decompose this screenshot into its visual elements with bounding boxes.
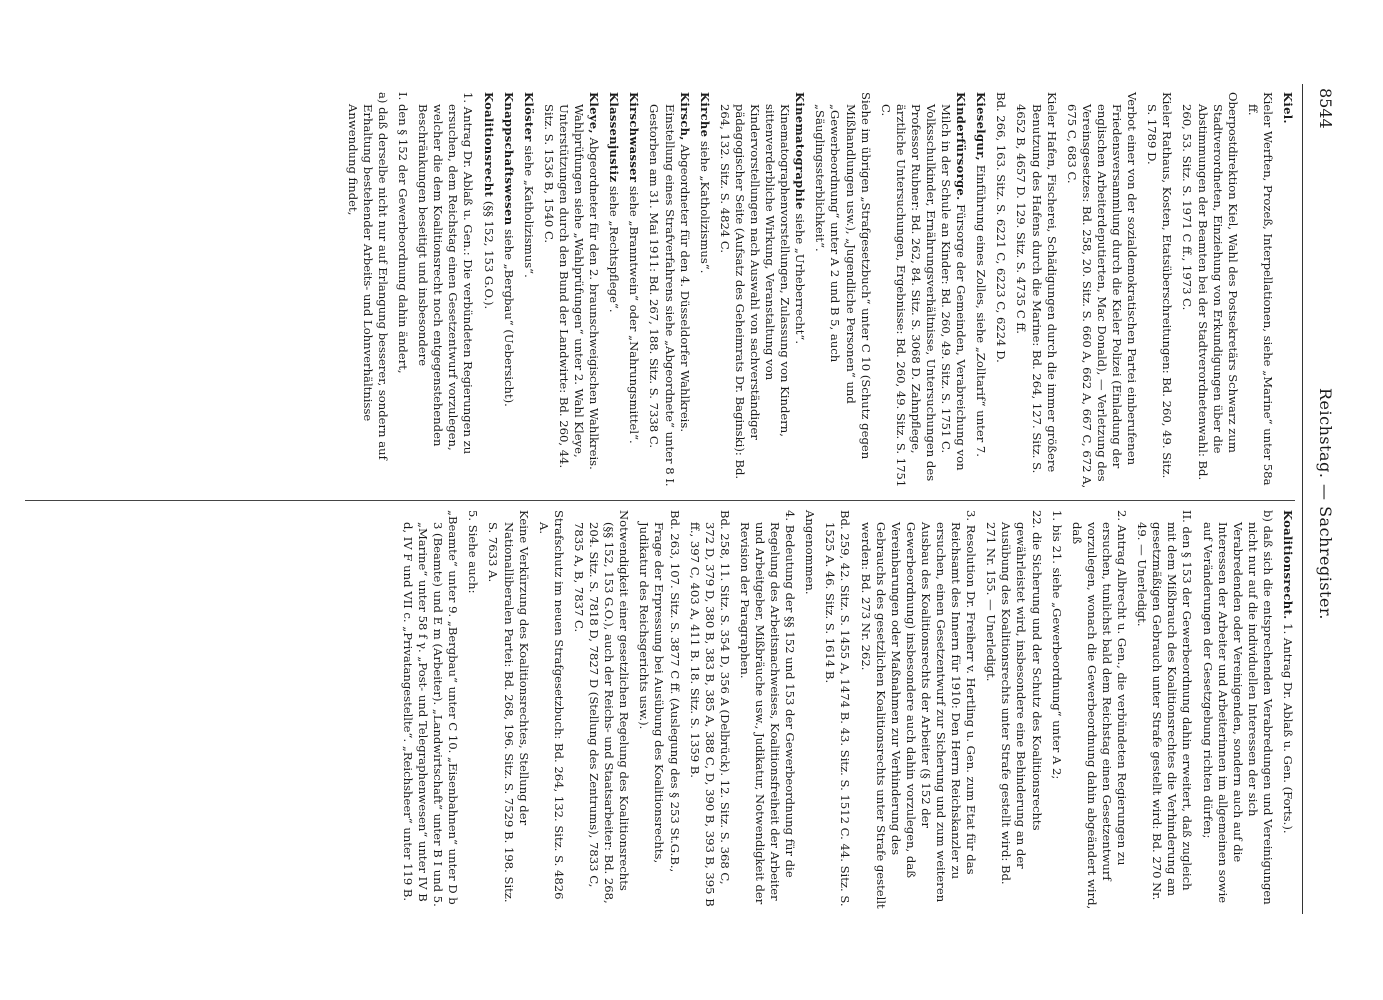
entry-heading: Kinderfürsorge. bbox=[954, 92, 969, 201]
entry-heading: Klassenjustiz bbox=[607, 92, 622, 183]
index-entry bbox=[1064, 92, 1139, 492]
entry-text: 1. Antrag Dr. Ablaß u. Gen. (Forts.). bbox=[1281, 623, 1295, 834]
right-column bbox=[25, 510, 1295, 910]
index-entry bbox=[1245, 92, 1275, 492]
index-entry bbox=[541, 92, 601, 492]
index-entry bbox=[415, 92, 475, 492]
entry-text: siehe „Katholizismus“. bbox=[697, 140, 712, 274]
index-entry bbox=[697, 92, 712, 492]
index-entry bbox=[571, 510, 631, 910]
index-entry bbox=[481, 92, 496, 492]
index-entry bbox=[1049, 510, 1064, 910]
entry-heading: Kiel. bbox=[1281, 92, 1295, 124]
entry-heading: Kirschwasser bbox=[627, 92, 642, 183]
entry-text: siehe „Branntwein“ oder „Nahrungsmittel“. bbox=[627, 185, 642, 444]
index-entry bbox=[802, 510, 817, 910]
index-entry bbox=[1280, 92, 1295, 492]
entry-heading: Kleye, bbox=[587, 92, 602, 134]
entry-text: 2. Antrag Albrecht u. Gen., die verbündeten Regierungen zu ersuchen, tunlichst bald dem Reichstag einen Gesetzentwurf vorzulegen, wonach die Gewerbeordnung dahin abgeändert wird, daß bbox=[1069, 510, 1130, 910]
index-entry bbox=[1199, 510, 1274, 910]
index-entry bbox=[812, 92, 872, 492]
index-entry bbox=[1069, 510, 1129, 910]
index-entry bbox=[646, 92, 691, 492]
index-entry bbox=[822, 510, 852, 910]
entry-text: siehe „Urheberrecht“. Kinematographenvorstellungen, Zulassung von Kindern, sittenverderbliche Wirkung, Veranstaltung von Kindervorstellungen nach Auswahl von sachverständiger pädagogischer Seite (Aufsatz des Geheimrats Dr. Baginski): Bd. 264, 132. Sitz. S. 4824 C. bbox=[717, 104, 808, 480]
entry-text: Bd. 259, 42. Sitz. S. 1455 A, 1474 B. 43. Sitz. S. 1512 C. 44. Sitz. S. 1525 A. 46. Sitz. S. 1614 B. bbox=[823, 510, 853, 907]
entry-text: Kieler Rathaus, Kosten, Etatsüberschreitungen: Bd. 260, 49. Sitz. S. 1789 D. bbox=[1145, 92, 1175, 479]
index-entry bbox=[993, 92, 1008, 492]
entry-text: Verbot einer von der sozialdemokratischen Partei einberufenen Friedensversammlung durch die Kieler Polizei (Einladung der englischen Arbeiterdeputierten, Mac Donald), — Verletzung des Vereinsgesetzes: Bd. 258, 20. Sitz. S. 660 A, 662 A, 667 C, 672 A, 675 C, 683 C. bbox=[1064, 92, 1140, 489]
entry-text: Fürsorge der Gemeinden, Verabreichung von Milch in der Schule an Kinder: Bd. 260, 49. Sitz. S. 1751 C. Volksschulkinder, Ernährungsverhältnisse, Untersuchungen des Professor Rubner: Bd. 262, 84. Sitz. S. 3068 D. Zahnpflege, ärztliche Untersuchungen, Ergebnisse: Bd. 260, 49. Sitz. S. 1751 C. bbox=[878, 104, 969, 488]
entry-text: Notwendigkeit einer gesetzlichen Regelung des Koalitionsrechts (§§ 152, 153 G.O.), auch der Reichs- und Staatsarbeiter: Bd. 268, 204. Sitz. S. 7818 D, 7827 D (Stellung des Zentrums), 7833 C, 7835 A, B, 7837 C. bbox=[571, 510, 632, 904]
index-entry bbox=[1013, 92, 1058, 492]
index-entry bbox=[626, 92, 641, 492]
entry-heading: Kinematographie bbox=[793, 92, 808, 210]
entry-text: Siehe im übrigen „Strafgesetzbuch“ unter C 10 (Schutz gegen Mißhandlungen usw.), „Jugendliche Personen“ und „Gewerbeordnung“ unter A 2 und B 5, auch „Säuglingssterblichkeit“. bbox=[813, 92, 873, 460]
index-entry bbox=[521, 92, 536, 492]
index-entry bbox=[400, 510, 460, 910]
entry-text: „Beamte“ unter 9. „Bergbau“ unter C 10. „Eisenbahnen“ unter D b 3 (Beamte) und E m (Arbeiter). „Landwirtschaft“ unter B I und 5. „Marine“ unter 58 f γ. „Post- und Telegraphenwesen“ unter IV B d, IV F und VII c. „Privatangestellte“. „Reichsheer“ unter 119 B. bbox=[401, 510, 461, 907]
header-rule bbox=[1302, 84, 1303, 914]
index-entry bbox=[636, 510, 681, 910]
entry-text: Strafschutz im neuen Strafgesetzbuch: Bd. 264, 132. Sitz. S. 4826 A. bbox=[536, 510, 566, 900]
entry-text: (§§ 152, 153 G.O.). bbox=[481, 200, 496, 310]
index-entry bbox=[973, 92, 988, 492]
index-entry bbox=[737, 510, 797, 910]
left-column bbox=[25, 92, 1295, 492]
page-header bbox=[1313, 88, 1335, 908]
entry-text: a) daß derselbe nicht nur auf Erlangung besserer, sondern auf Erhaltung bestehender Arbeits- und Lohnverhältnisse Anwendung findet, bbox=[345, 92, 391, 460]
entry-text: 3. Resolution Dr. Freiherr v. Hertling u. Gen. zum Etat für das Reichsamt des Innern für 1910: Den Herrn Reichskanzler zu ersuchen, einen Gesetzentwurf zur Sicherung und zum weiteren Ausbau des Koalitionsrechts der Arbeiter (§ 152 der Gewerbeordnung) insbesondere auch dahin vorzulegen, daß Vereinbarungen oder Maßnahmen zur Verhinderung des Gebrauchs des gesetzlichen Koalitionsrechts unter Strafe gestellt werden: Bd. 273 Nr. 262. bbox=[858, 510, 979, 909]
index-entry bbox=[1280, 510, 1295, 910]
entry-text: Einführung eines Zolles, siehe „Zolltarif“ unter 7. bbox=[974, 164, 989, 457]
entry-text: Bd. 258, 11. Sitz. S. 354 D, 356 A (Delbrück). 12. Sitz. S. 368 C, 372 D, 379 D, 380 B, 383 B, 385 A, 388 C, D, 390 B, 393 B, 395 B ff., 397 C, 403 A, 411 B. 18. Sitz. S. 1359 B. bbox=[687, 510, 732, 907]
entry-text: siehe „Katholizismus“. bbox=[521, 145, 536, 278]
index-entry bbox=[536, 510, 566, 910]
entry-text: II. den § 153 der Gewerbeordnung dahin erweitert, daß zugleich mit dem Mißbrauch des Koalitionsrechtes die Verhinderung am gesetzmäßigen Gebrauch unter Strafe gestellt wird: Bd. 270 Nr. 49. — Unerledigt. bbox=[1135, 510, 1195, 901]
entry-text: siehe „Bergbau“ (Uebersicht). bbox=[501, 229, 516, 407]
entry-text: b) daß sich die entsprechenden Verabredungen und Vereinigungen nicht nur auf die individuellen Interessen der sich Verabredenden oder Vereinigenden, sondern auch auf die Interessen der Arbeiter und Arbeiterinnen im allgemeinen sowie auf Veränderungen der Gesetzgebung richten dürfen; bbox=[1200, 510, 1275, 905]
entry-text: Keine Verkürzung des Koalitionsrechtes, Stellung der Nationalliberalen Partei: Bd. 268, 196. Sitz. S. 7529 B. 198. Sitz. S. 7633 A. bbox=[486, 510, 531, 903]
page-title: Reichstag. — Sachregister. bbox=[1316, 388, 1335, 620]
index-entry bbox=[983, 510, 1043, 910]
index-entry bbox=[485, 510, 530, 910]
entry-text: 22. die Sicherung und der Schutz des Koalitionsrechts gewährleistet wird, insbesondere eine Behinderung an der Ausübung des Koalitionsrechts unter Strafe gestellt wird: Bd. 271 Nr. 155. — Unerledigt. bbox=[984, 510, 1044, 885]
entry-text: Kieler Werften, Prozeß, Interpellationen, siehe „Marine“ unter 58a ff. bbox=[1245, 92, 1275, 486]
index-entry bbox=[717, 92, 808, 492]
entry-text: Bd. 263, 107. Sitz. S. 3877 C ff. (Auslegung des § 253 St.G.B., Frage der Erpressung bei Ausübung des Koalitionsrechts, Judikatur des Reichsgerichts usw.). bbox=[637, 510, 682, 873]
entry-text: Abgeordneter für den 2. braunschweigischen Wahlkreis. Wahlprüfungen siehe „Wahlprüfungen“ unter 2. Wahl Kleye, Unterstützungen durch den Bund der Landwirte: Bd. 260, 44. Sitz. S. 1536 B, 1540 C. bbox=[541, 104, 602, 470]
entry-text: Angenommen. bbox=[803, 510, 818, 595]
entry-text: Bd. 266, 163. Sitz. S. 6221 C, 6223 C, 6224 D. bbox=[994, 92, 1009, 363]
index-entry bbox=[501, 92, 516, 492]
index-entry bbox=[395, 92, 410, 492]
entry-text: 1. bis 21. siehe „Gewerbeordnung“ unter A 2; bbox=[1049, 510, 1064, 780]
index-entry bbox=[345, 92, 390, 492]
entry-heading: Klöster bbox=[521, 92, 536, 142]
entry-heading: Kirsch, bbox=[677, 92, 692, 141]
entry-text: Abgeordneter für den 4. Düsseldorfer Wahlkreis. Einstellung eines Strafverfahrens siehe „Abgeordnete“ unter 8 I. Gestorben am 31. Mai 1911: Bd. 267, 188. Sitz. S. 7338 C. bbox=[647, 104, 692, 487]
column-divider bbox=[25, 500, 1295, 501]
index-entry bbox=[857, 510, 978, 910]
entry-text: 4. Bedeutung der §§ 152 und 153 der Gewerbeordnung für die Regelung des Arbeitsnachweises, Koalitionsfreiheit der Arbeiter und Arbeitgeber, Mißbräuche usw., Judikatur, Notwendigkeit der Revision der Paragraphen. bbox=[737, 510, 798, 905]
entry-text: Kieler Hafen, Fischerei, Schädigungen durch die immer größere Benutzung des Hafens durch die Marine: Bd. 264, 127. Sitz. S. 4652 B, 4657 D. 129. Sitz. S. 4735 C ff. bbox=[1014, 92, 1059, 474]
page-number: 8544 bbox=[1316, 88, 1335, 129]
entry-heading: Koalitionsrecht. bbox=[1281, 510, 1295, 620]
entry-heading: Knappschaftswesen bbox=[501, 92, 516, 226]
index-entry bbox=[606, 92, 621, 492]
index-entry bbox=[465, 510, 480, 910]
index-entry bbox=[687, 510, 732, 910]
entry-heading: Koalitionsrecht bbox=[481, 92, 496, 198]
entry-heading: Kirche bbox=[697, 92, 712, 138]
entry-text: siehe „Rechtspflege“. bbox=[607, 185, 622, 313]
entry-text: I. den § 152 der Gewerbeordnung dahin ändert, bbox=[396, 92, 411, 374]
entry-heading: Kieselgur, bbox=[974, 92, 989, 162]
index-entry bbox=[878, 92, 969, 492]
index-entry bbox=[1134, 510, 1194, 910]
entry-text: 1. Antrag Dr. Ablaß u. Gen.: Die verbündeten Regierungen zu ersuchen, dem Reichstag einen Gesetzentwurf vorzulegen, welcher die dem Koalitionsrecht noch entgegenstehenden Beschränkungen beseitigt und insbesondere bbox=[416, 92, 476, 455]
entry-text: 5. Siehe auch: bbox=[466, 510, 481, 594]
index-entry bbox=[1179, 92, 1239, 492]
index-entry bbox=[1144, 92, 1174, 492]
entry-text: Oberpostdirektion Kiel, Wahl des Postsekretärs Schwarz zum Stadtverordneten, Einziehung von Erkundigungen über die Abstimmungen der Beamten bei der Stadtverordnetenwahl: Bd. 260, 53. Sitz. S. 1971 C ff., 1973 C. bbox=[1180, 92, 1240, 481]
